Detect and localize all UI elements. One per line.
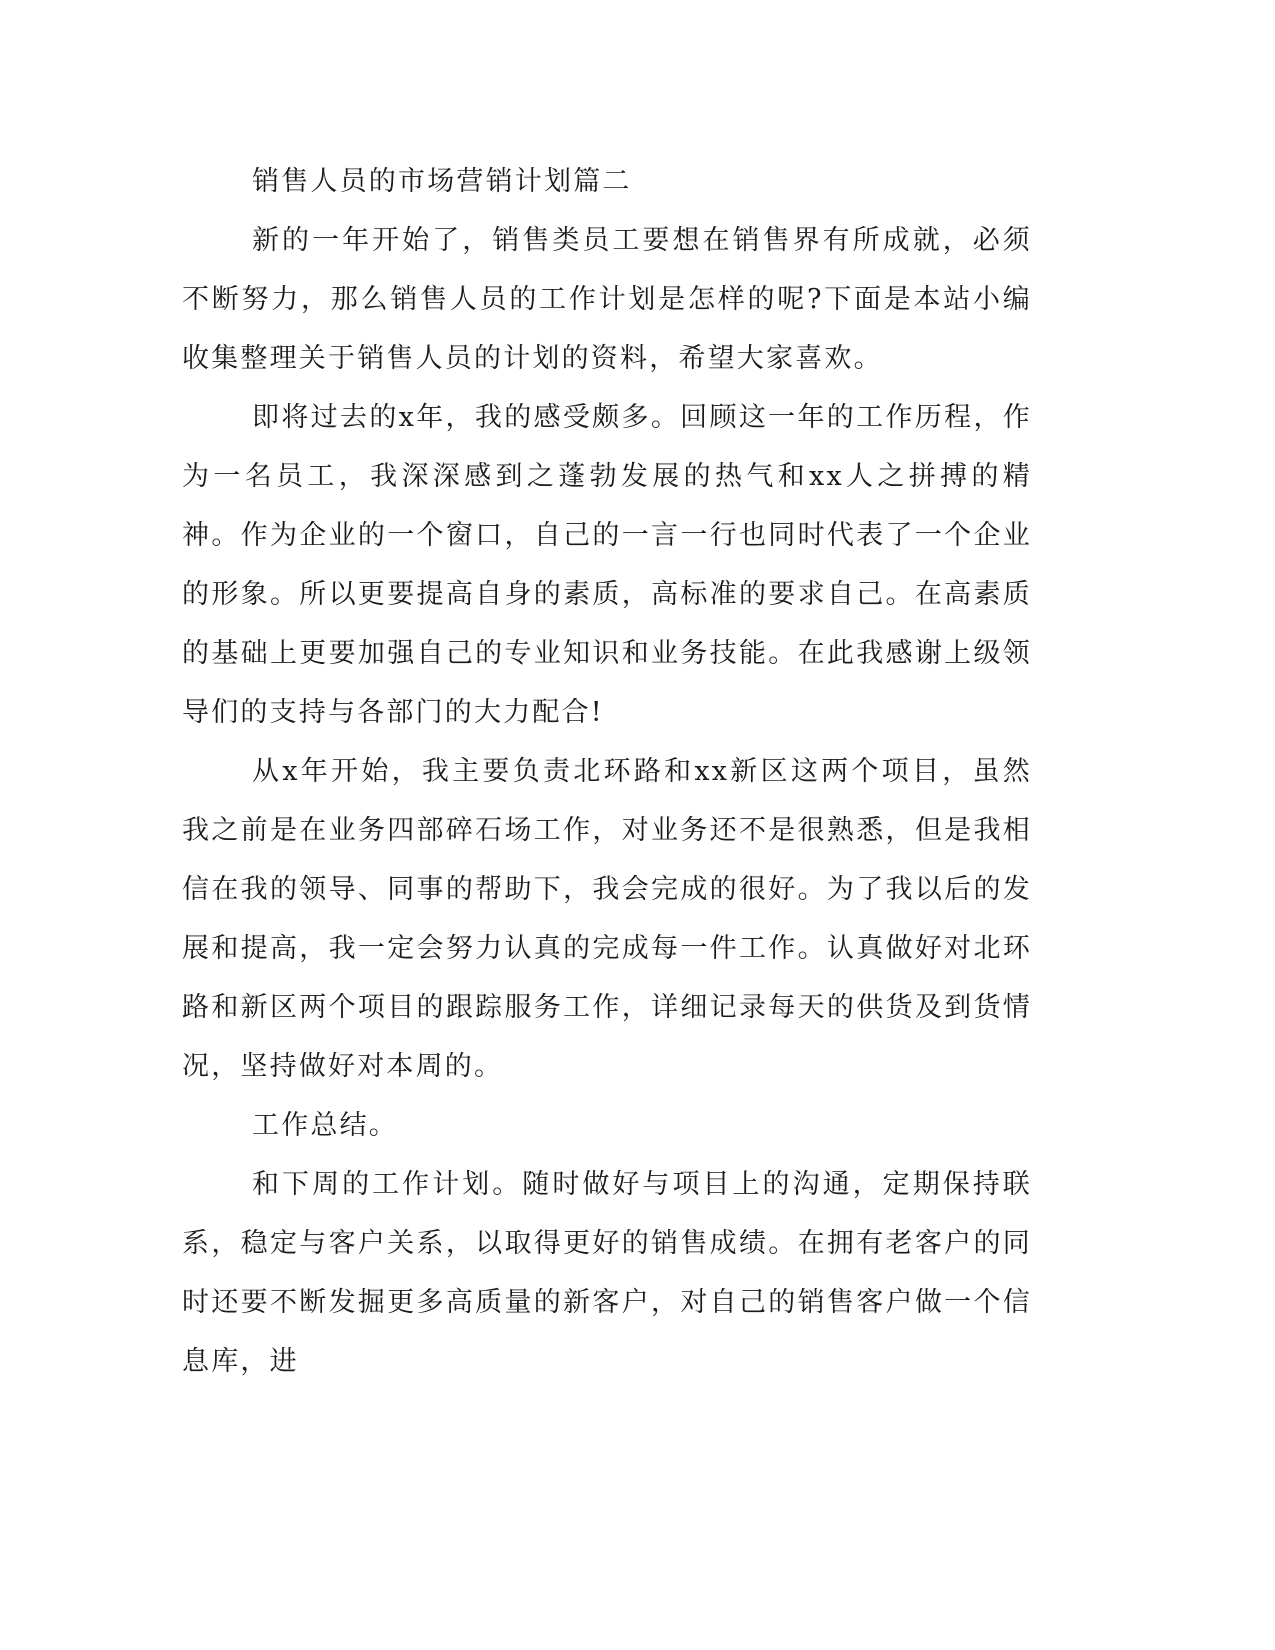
document-title: 销售人员的市场营销计划篇二 (252, 166, 632, 197)
paragraph-summary: 工作总结。 (252, 1110, 398, 1141)
paragraph-intro: 新的一年开始了，销售类员工要想在销售界有所成就，必须不断努力，那么销售人员的工作计划是怎样的呢?下面是本站小编收集整理关于销售人员的计划的资料，希望大家喜欢。 (182, 225, 1032, 374)
paragraph-projects: 从x年开始，我主要负责北环路和xx新区这两个项目，虽然我之前是在业务四部碎石场工作，对业务还不是很熟悉，但是我相信在我的领导、同事的帮助下，我会完成的很好。为了我以后的发展和提高，我一定会努力认真的完成每一件工作。认真做好对北环路和新区两个项目的跟踪服务工作，详细记录每天的供货及到货情况，坚持做好对本周的。 (182, 756, 1032, 1082)
document-body (182, 152, 1032, 1391)
paragraph-reflection: 即将过去的x年，我的感受颇多。回顾这一年的工作历程，作为一名员工，我深深感到之蓬勃发展的热气和xx人之拼搏的精神。作为企业的一个窗口，自己的一言一行也同时代表了一个企业的形象。所以更要提高自身的素质，高标准的要求自己。在高素质的基础上更要加强自己的专业知识和业务技能。在此我感谢上级领导们的支持与各部门的大力配合! (182, 402, 1032, 728)
paragraph-next-plan: 和下周的工作计划。随时做好与项目上的沟通，定期保持联系，稳定与客户关系，以取得更好的销售成绩。在拥有老客户的同时还要不断发掘更多高质量的新客户，对自己的销售客户做一个信息库，进 (182, 1169, 1032, 1377)
